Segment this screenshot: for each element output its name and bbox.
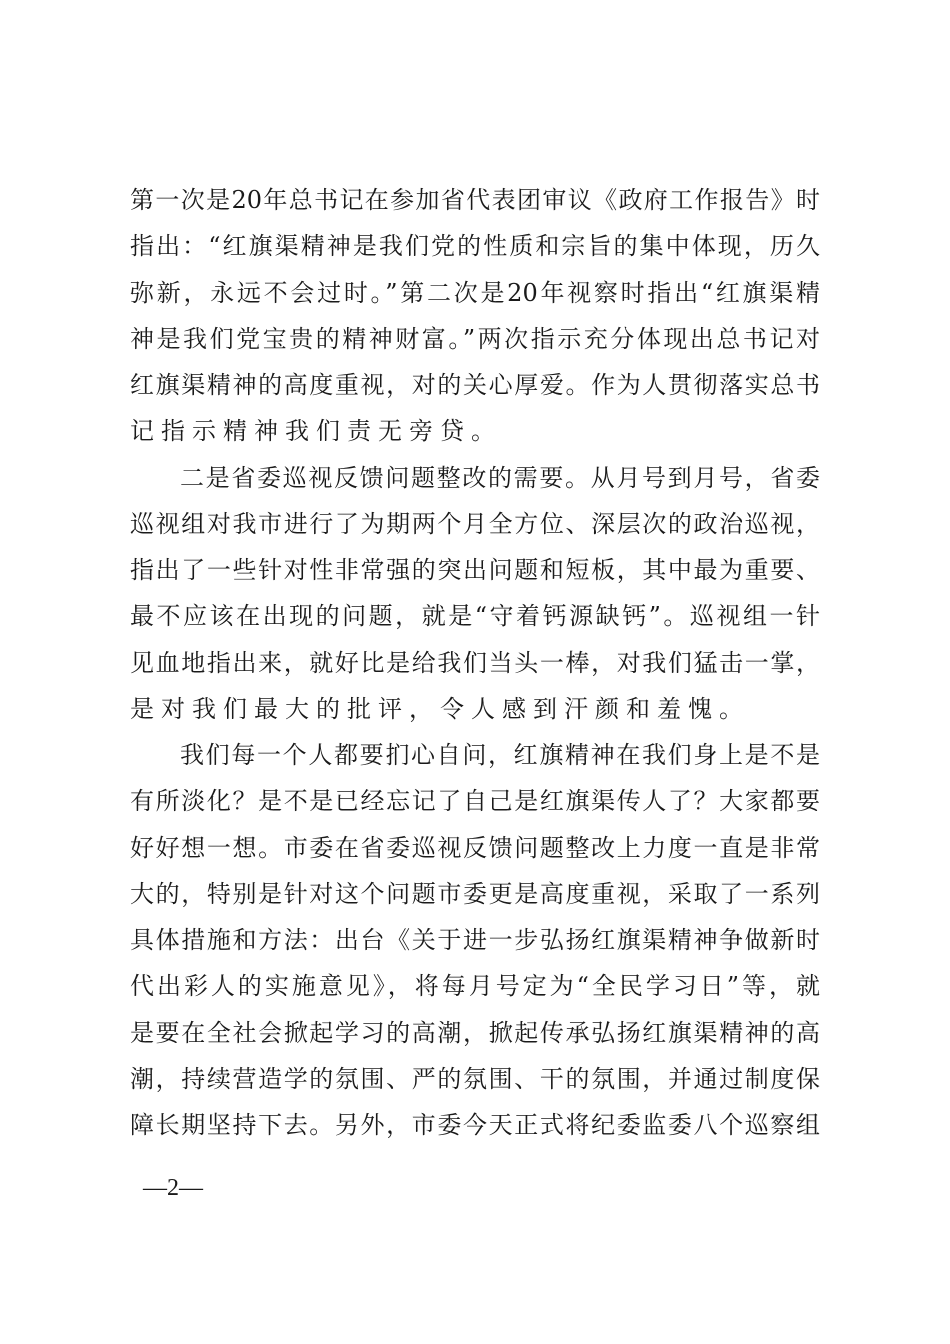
paragraph-1-line: 神是我们党宝贵的精神财富。”两次指示充分体现出总书记对: [130, 324, 820, 353]
paragraph-3-line: 有所淡化？是不是已经忘记了自己是红旗渠传人了？大家都要: [130, 787, 820, 816]
paragraph-1-line: 弥新，永远不会过时。”第二次是20年视察时指出“红旗渠精: [130, 278, 820, 307]
paragraph-2-line: 巡视组对我市进行了为期两个月全方位、深层次的政治巡视，: [130, 509, 820, 538]
paragraph-3-line: 代出彩人的实施意见》，将每月号定为“全民学习日”等，就: [130, 972, 820, 1001]
paragraph-3-line: 是要在全社会掀起学习的高潮，掀起传承弘扬红旗渠精神的高: [130, 1018, 820, 1047]
paragraph-1-line: 记指示精神我们责无旁贷。: [130, 417, 502, 446]
paragraph-1-line: 指出：“红旗渠精神是我们党的性质和宗旨的集中体现，历久: [130, 232, 820, 261]
paragraph-2-line: 是对我们最大的批评，令人感到汗颜和羞愧。: [130, 694, 750, 723]
paragraph-2-line: 指出了一些针对性非常强的突出问题和短板，其中最为重要、: [130, 556, 820, 584]
paragraph-2-line: 见血地指出来，就好比是给我们当头一棒，对我们猛击一掌，: [130, 648, 820, 677]
paragraph-2-line: 最不应该在出现的问题，就是“守着钙源缺钙”。巡视组一针: [130, 602, 820, 631]
paragraph-3-line: 我们每一个人都要扪心自问，红旗精神在我们身上是不是: [180, 741, 820, 769]
page-number: —2—: [143, 1175, 203, 1201]
paragraph-3-line: 障长期坚持下去。另外，市委今天正式将纪委监委八个巡察组: [130, 1111, 820, 1139]
paragraph-3-line: 好好想一想。市委在省委巡视反馈问题整改上力度一直是非常: [130, 833, 820, 862]
paragraph-3-line: 潮，持续营造学的氛围、严的氛围、干的氛围，并通过制度保: [130, 1064, 820, 1093]
paragraph-1-line: 红旗渠精神的高度重视，对的关心厚爱。作为人贯彻落实总书: [130, 371, 820, 399]
paragraph-3-line: 具体措施和方法：出台《关于进一步弘扬红旗渠精神争做新时: [130, 926, 820, 954]
paragraph-1-line: 第一次是20年总书记在参加省代表团审议《政府工作报告》时: [130, 186, 820, 214]
paragraph-2-line: 二是省委巡视反馈问题整改的需要。从月号到月号，省委: [180, 463, 820, 492]
paragraph-3-line: 大的，特别是针对这个问题市委更是高度重视，采取了一系列: [130, 879, 820, 908]
